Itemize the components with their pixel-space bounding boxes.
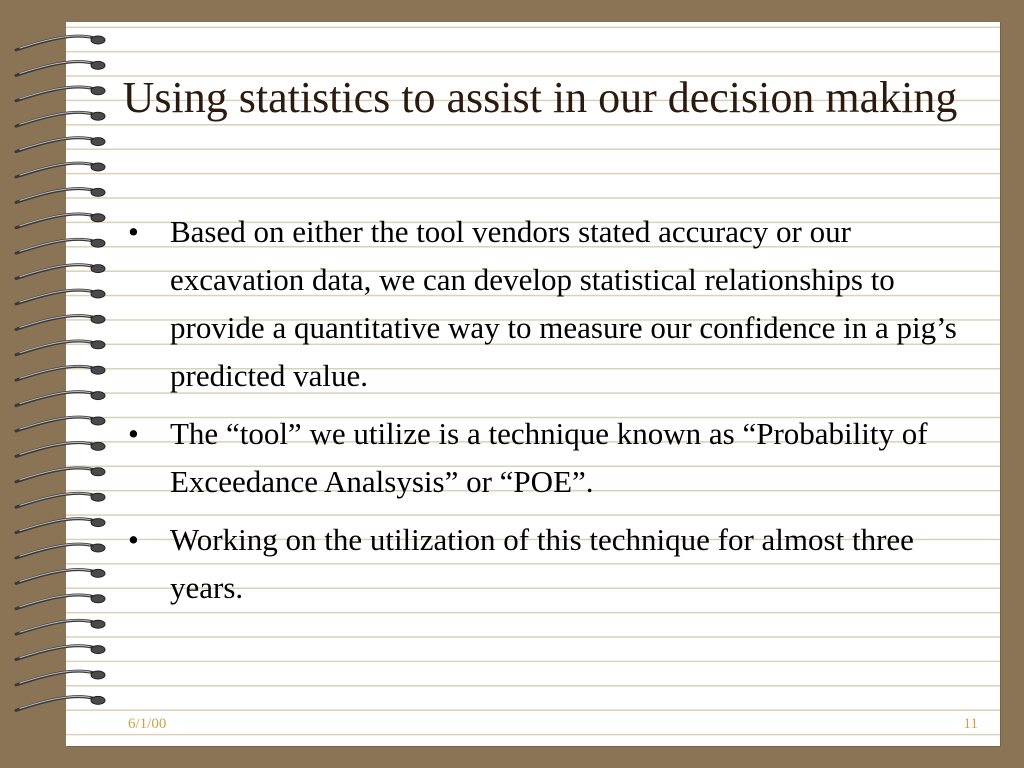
spiral-ring	[16, 265, 105, 279]
spiral-ring	[16, 519, 105, 533]
bullet-list	[128, 208, 990, 622]
spiral-ring	[16, 620, 105, 634]
bullet-marker: •	[128, 416, 139, 451]
spiral-ring	[16, 112, 105, 126]
spiral-ring	[16, 36, 105, 50]
spiral-ring	[16, 315, 105, 329]
spiral-ring	[16, 87, 105, 101]
spiral-ring	[16, 671, 105, 685]
spiral-ring	[16, 696, 105, 710]
spiral-ring	[16, 214, 105, 228]
spiral-binding	[0, 22, 120, 746]
page-number: 11	[963, 716, 978, 732]
spiral-ring	[16, 290, 105, 304]
bullet-text: The “tool” we utilize is a technique known as “Probability of Exceedance Analsysis” or “POE”.	[170, 416, 928, 499]
spiral-ring	[16, 188, 105, 202]
footer-date: 6/1/00	[128, 716, 167, 732]
bullet-item	[128, 208, 990, 400]
spiral-ring	[16, 61, 105, 75]
spiral-ring	[16, 442, 105, 456]
slide-title: Using statistics to assist in our decision making	[122, 73, 958, 122]
bullet-item	[128, 410, 990, 506]
bullet-item	[128, 516, 990, 612]
bullet-marker: •	[128, 522, 139, 557]
spiral-ring	[16, 239, 105, 253]
spiral-ring	[16, 468, 105, 482]
bullet-text: Working on the utilization of this technique for almost three years.	[170, 522, 914, 605]
spiral-ring	[16, 569, 105, 583]
spiral-ring	[16, 544, 105, 558]
spiral-ring	[16, 366, 105, 380]
spiral-ring	[16, 595, 105, 609]
bullet-text: Based on either the tool vendors stated accuracy or our excavation data, we can develop statistical relationships to provide a quantitative way to measure our confidence in a pig’s predicted value.	[170, 214, 957, 393]
spiral-ring	[16, 493, 105, 507]
spiral-ring	[16, 163, 105, 177]
bullet-marker: •	[128, 214, 139, 249]
spiral-ring	[16, 646, 105, 660]
spiral-ring	[16, 417, 105, 431]
spiral-ring	[16, 341, 105, 355]
spiral-ring	[16, 392, 105, 406]
spiral-ring	[16, 138, 105, 152]
